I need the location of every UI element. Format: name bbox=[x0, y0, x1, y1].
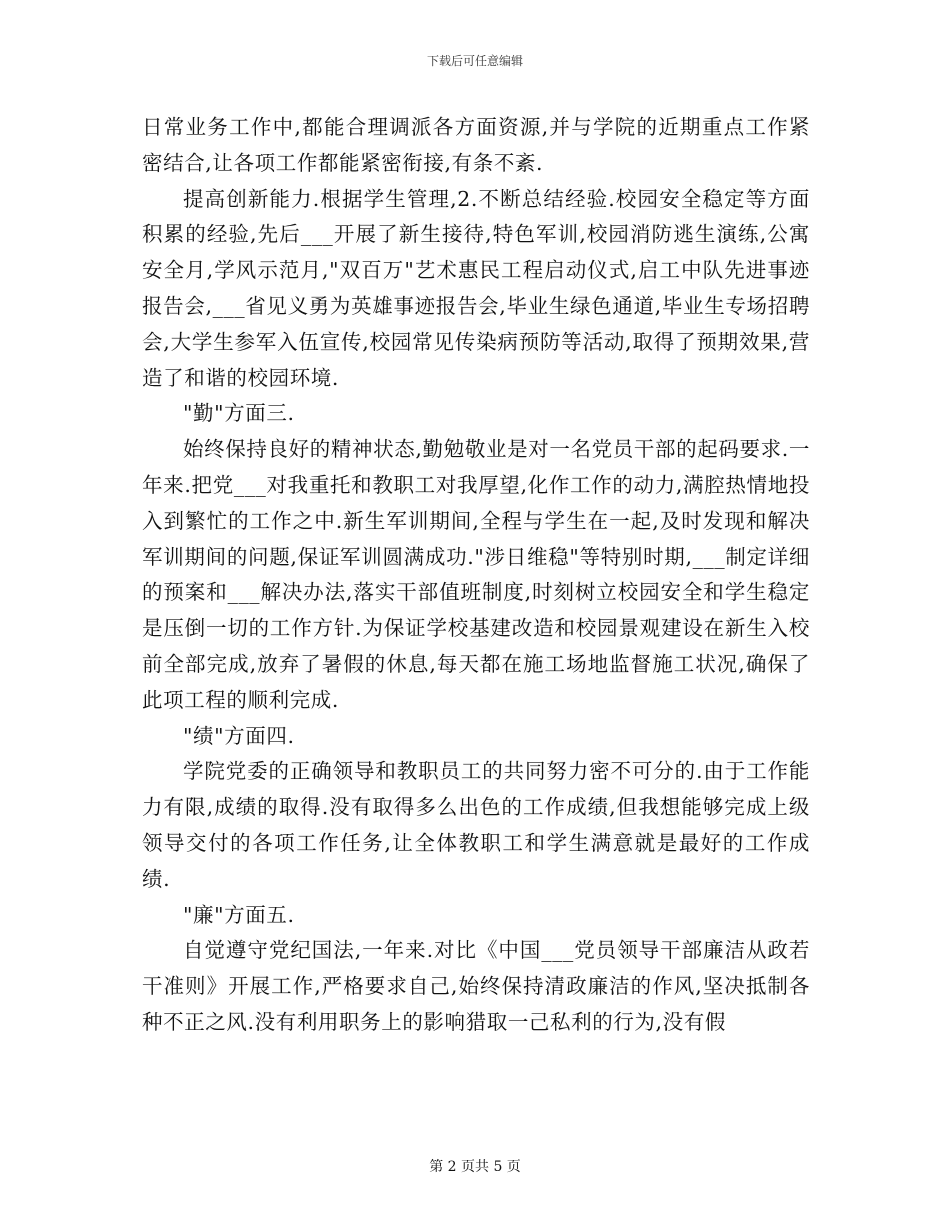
paragraph: 学院党委的正确领导和教职员工的共同努力密不可分的.由于工作能力有限,成绩的取得.没有取得多么出色的工作成绩,但我想能够完成上级领导交付的各项工作任务,让全体教职工和学生满意就是最好的工作成绩. bbox=[142, 759, 810, 891]
paragraph: 提高创新能力.根据学生管理,2.不断总结经验.校园安全稳定等方面积累的经验,先后___开展了新生接待,特色军训,校园消防逃生演练,公寓安全月,学风示范月,"双百万"艺术惠民工程启动仪式,启工中队先进事迹报告会,___省见义勇为英雄事迹报告会,毕业生绿色通道,毕业生专场招聘会,大学生参军入伍宣传,校园常见传染病预防等活动,取得了预期效果,营造了和谐的校园环境. bbox=[142, 186, 810, 390]
page-footer: 第 2 页共 5 页 bbox=[429, 1159, 521, 1175]
page-header: 下载后可任意编辑 bbox=[426, 54, 523, 68]
section-heading: "勤"方面三. bbox=[183, 401, 295, 426]
section-heading: "廉"方面五. bbox=[183, 902, 295, 927]
document-body bbox=[142, 110, 810, 1041]
paragraph: 始终保持良好的精神状态,勤勉敬业是对一名党员干部的起码要求.一年来.把党___对我重托和教职工对我厚望,化作工作的动力,满腔热情地投入到繁忙的工作之中.新生军训期间,全程与学生在一起,及时发现和解决军训期间的问题,保证军训圆满成功."涉日维稳"等特别时期,___制定详细的预案和___解决办法,落实干部值班制度,时刻树立校园安全和学生稳定是压倒一切的工作方针.为保证学校基建改造和校园景观建设在新生入校前全部完成,放弃了暑假的休息,每天都在施工场地监督施工状况,确保了此项工程的顺利完成. bbox=[142, 437, 810, 712]
paragraph: 自觉遵守党纪国法,一年来.对比《中国___党员领导干部廉洁从政若干准则》开展工作,严格要求自己,始终保持清政廉洁的作风,坚决抵制各种不正之风.没有利用职务上的影响猎取一己私利的行为,没有假 bbox=[142, 938, 810, 1034]
paragraph: 日常业务工作中,都能合理调派各方面资源,并与学院的近期重点工作紧密结合,让各项工作都能紧密衔接,有条不紊. bbox=[142, 115, 810, 175]
section-heading: "绩"方面四. bbox=[183, 723, 295, 748]
